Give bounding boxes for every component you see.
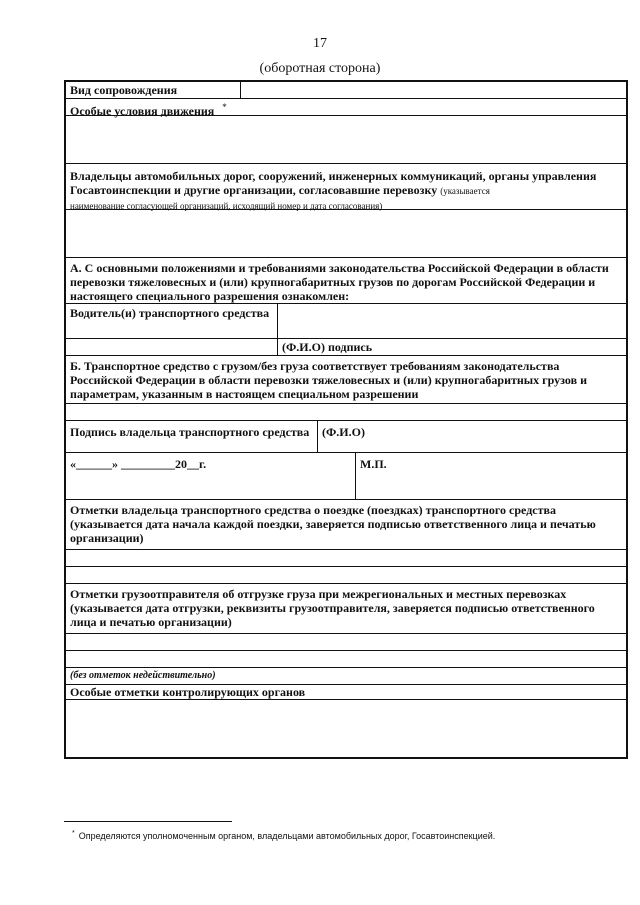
stamp-label: М.П. — [360, 457, 387, 471]
section-a-label: А. С основными положениями и требованиями законодательства Российской Федерации в области перевозки тяжеловесных и (или) крупногабаритных грузов по дорогам Российской Федерации и настоящего специального разрешения ознакомлен: — [70, 261, 609, 303]
section-a-row — [66, 258, 626, 304]
trips-value-1[interactable] — [66, 550, 626, 567]
shipper-value-1[interactable] — [66, 634, 626, 651]
footnote — [72, 830, 495, 841]
special-conditions-label: Особые условия движения — [70, 104, 215, 118]
owner-signature-row — [66, 421, 626, 453]
trips-label: Отметки владельца транспортного средства о поездке (поездках) транспортного средства (указывается дата начала каждой поездки, заверяется подписью ответственного лица и печатью организации) — [70, 503, 596, 545]
owners-label: Владельцы автомобильных дорог, сооружений, инженерных коммуникаций, органы управления Госавтоинспекции и другие организации, согласовавшие перевозку — [70, 169, 597, 197]
section-b-row — [66, 356, 626, 404]
date-stamp-row — [66, 453, 626, 500]
invalid-note-row — [66, 668, 626, 685]
invalid-note: (без отметок недействительно) — [70, 670, 216, 681]
trips-row — [66, 500, 626, 550]
owner-fio-label: (Ф.И.О) — [322, 425, 365, 439]
owners-note-2: наименование согласующей организаций, исходящий номер и дата согласования) — [70, 201, 383, 211]
trips-value-2[interactable] — [66, 567, 626, 584]
permit-back-form — [64, 80, 628, 759]
driver-signature-row — [66, 339, 626, 356]
date-field[interactable]: «______» _________20__г. — [66, 453, 356, 499]
footnote-divider — [64, 821, 232, 822]
owners-row — [66, 164, 626, 210]
driver-label: Водитель(и) транспортного средства — [66, 304, 278, 338]
special-conditions-row — [66, 99, 626, 116]
escort-type-value[interactable] — [241, 82, 626, 98]
owners-note-1: (указывается — [440, 186, 490, 196]
driver-value[interactable] — [278, 304, 626, 338]
owners-value[interactable] — [66, 210, 626, 258]
owner-signature-label: Подпись владельца транспортного средства — [66, 421, 318, 452]
control-row — [66, 685, 626, 700]
control-label: Особые отметки контролирующих органов — [70, 685, 306, 699]
page-number: 17 — [313, 36, 327, 51]
driver-signature-label: (Ф.И.О) подпись — [282, 340, 373, 354]
footnote-marker: * — [222, 102, 227, 112]
section-b-label: Б. Транспортное средство с грузом/без груза соответствует требованиям законодательства Российской Федерации в области перевозки тяжеловесных и (или) крупногабаритных грузов и параметрам, указанным в настоящем специальном разрешении — [70, 359, 587, 401]
escort-type-row — [66, 82, 626, 99]
section-b-value[interactable] — [66, 404, 626, 421]
page-subtitle: (оборотная сторона) — [259, 61, 381, 76]
control-value[interactable] — [66, 700, 626, 757]
special-conditions-value[interactable] — [66, 116, 626, 164]
shipper-value-2[interactable] — [66, 651, 626, 668]
footnote-text: Определяются уполномоченным органом, владельцами автомобильных дорог, Госавтоинспекцией. — [78, 831, 496, 841]
shipper-row — [66, 584, 626, 634]
driver-row — [66, 304, 626, 339]
escort-type-label: Вид сопровождения — [66, 82, 241, 98]
footnote-mark: * — [72, 830, 75, 837]
shipper-label: Отметки грузоотправителя об отгрузке груза при межрегиональных и местных перевозках (указывается дата отгрузки, реквизиты грузоотправителя, заверяется подписью ответственного лица и печатью организации) — [70, 587, 595, 629]
